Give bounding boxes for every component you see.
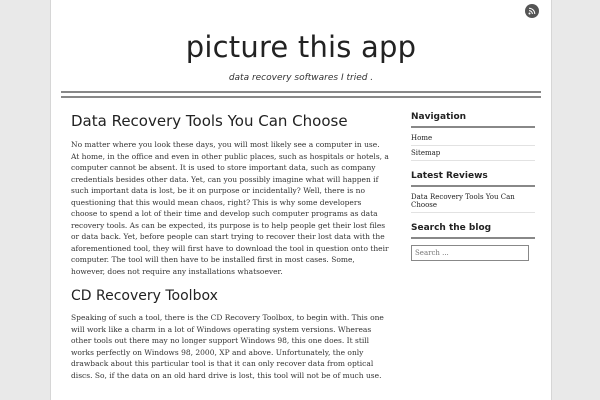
- latest-reviews-widget: [411, 171, 535, 213]
- rss-glyph: [528, 7, 536, 15]
- header-divider-top: [61, 91, 541, 93]
- nav-item-sitemap[interactable]: Sitemap: [411, 146, 535, 161]
- search-title: Search the blog: [411, 223, 535, 239]
- nav-item-home[interactable]: Home: [411, 131, 535, 146]
- section-paragraph: Speaking of such a tool, there is the CD Recovery Toolbox, to begin with. This one will work like a charm in a lot of Windows operating system versions. Whereas other tools out there may no longer support Windows 98, this one does. It still works perfectly on Windows 98, 2000, XP and above. Unfortunately, the only drawback about this particular tool is that it can only recover data from optical discs. So, if the data on an old hard drive is lost, this tool will not be of much use.: [71, 313, 384, 380]
- sidebar: [411, 112, 535, 271]
- latest-reviews-title: Latest Reviews: [411, 171, 535, 187]
- review-item[interactable]: Data Recovery Tools You Can Choose: [411, 190, 535, 213]
- search-input[interactable]: [411, 245, 529, 261]
- site-tagline: data recovery softwares I tried .: [228, 73, 374, 83]
- rss-icon[interactable]: [525, 4, 539, 18]
- navigation-list: [411, 131, 535, 161]
- header-divider-bottom: [61, 96, 541, 98]
- site-title[interactable]: picture this app: [185, 30, 417, 64]
- section-heading: CD Recovery Toolbox: [71, 288, 218, 304]
- post-intro-paragraph: No matter where you look these days, you will most likely see a computer in use. At home, in the office and even in other public places, such as hospitals or hotels, a computer cannot be absent. It is used to store important data, such as company credentials besides other data. Yet, can you possibly imagine what will happen if such important data is lost, be it on purpose or incidentally? Well, there is no questioning that this would mean chaos, right? This is why some developers choose to spend a lot of their time and develop such computer programs as data recovery tools. As can be expected, its purpose is to help people get their lost files or data back. Yet, before people can start trying to recover their lost data with the aforementioned tool, they will first have to download the tool in question onto their computer. The tool will then have to be installed first in most cases. Some, however, does not require any installations whatsoever.: [71, 140, 389, 276]
- navigation-widget: [411, 112, 535, 161]
- page-container: [50, 0, 552, 400]
- navigation-title: Navigation: [411, 112, 535, 128]
- search-widget: [411, 223, 535, 261]
- reviews-list: [411, 190, 535, 213]
- post-title[interactable]: Data Recovery Tools You Can Choose: [71, 112, 348, 130]
- main-content: [71, 112, 389, 381]
